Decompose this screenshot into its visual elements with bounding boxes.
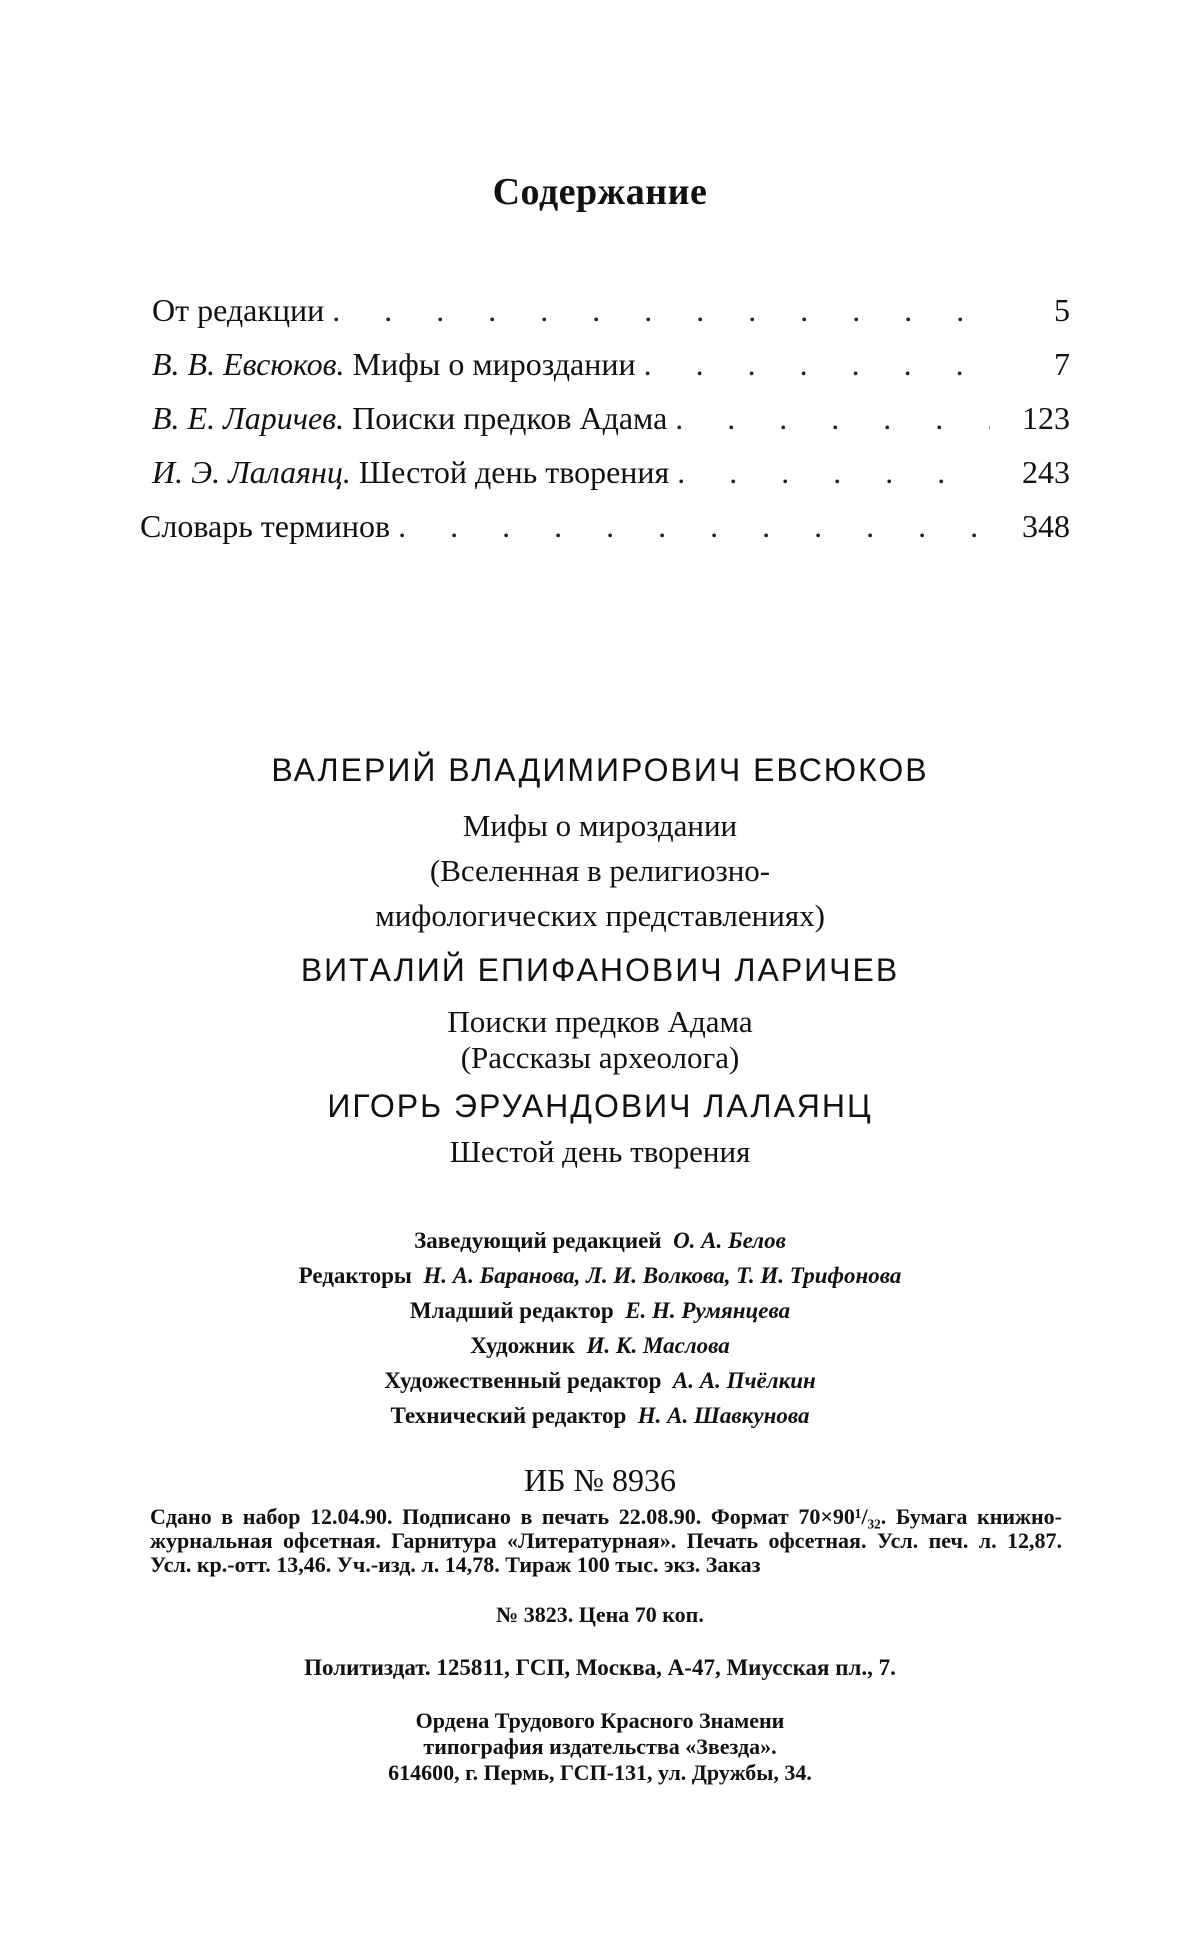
credit-names: Е. Н. Румянцева xyxy=(625,1298,791,1323)
credit-line xyxy=(0,1368,1200,1403)
toc-leader-dots xyxy=(667,400,990,437)
toc-entry-author: В. Е. Ларичев. xyxy=(152,400,345,436)
work-author: ИГОРЬ ЭРУАНДОВИЧ ЛАЛАЯНЦ xyxy=(327,1088,873,1124)
printer-info xyxy=(0,1708,1200,1786)
toc-entry-title: Шестой день творения xyxy=(358,454,670,490)
credit-role: Младший редактор xyxy=(409,1298,614,1323)
toc-leader-dots xyxy=(669,454,990,491)
credit-role: Редакторы xyxy=(298,1263,412,1288)
publisher-address: Политиздат. 125811, ГСП, Москва, А-47, Миусская пл., 7. xyxy=(304,1655,896,1680)
toc-page-number: 5 xyxy=(1054,292,1070,328)
table-of-contents xyxy=(140,292,1070,562)
toc-entry[interactable] xyxy=(152,346,1070,400)
credit-role: Художник xyxy=(470,1333,576,1358)
toc-entry[interactable] xyxy=(152,454,1070,508)
toc-entry-title: От редакции xyxy=(152,292,325,328)
editorial-credits xyxy=(0,1228,1200,1438)
printer-line: Ордена Трудового Красного Знамени xyxy=(415,1708,785,1733)
credit-names: Н. А. Баранова, Л. И. Волкова, Т. И. Трифонова xyxy=(423,1263,902,1288)
credit-line xyxy=(0,1228,1200,1263)
toc-entry-author: В. В. Евсюков. xyxy=(152,346,345,382)
toc-page-number: 348 xyxy=(1022,508,1070,544)
toc-title: Содержание xyxy=(492,171,708,213)
toc-leader-dots xyxy=(324,292,990,329)
imprint-details: Сдано в набор 12.04.90. Подписано в печать 22.08.90. Формат 70×90¹/₃₂. Бумага книжно-журнальная офсетная. Гарнитура «Литературная». Печать офсетная. Усл. печ. л. 12,87. Усл. кр.-отт. 13,46. Уч.-изд. л. 14,78. Тираж 100 тыс. экз. Заказ xyxy=(150,1504,1062,1577)
credit-names: О. А. Белов xyxy=(673,1228,786,1253)
work-author: ВАЛЕРИЙ ВЛАДИМИРОВИЧ ЕВСЮКОВ xyxy=(271,752,929,788)
credit-line xyxy=(0,1403,1200,1438)
toc-page-number: 243 xyxy=(1022,454,1070,490)
toc-leader-dots xyxy=(636,346,990,383)
credit-role: Художественный редактор xyxy=(384,1368,662,1393)
work-title-line: Шестой день творения xyxy=(449,1134,751,1169)
credit-line xyxy=(0,1263,1200,1298)
work-title-line: Мифы о мироздании xyxy=(462,808,738,843)
credit-line xyxy=(0,1333,1200,1368)
work-title-line: (Вселенная в религиозно- xyxy=(429,853,771,888)
credit-names: Н. А. Шавкунова xyxy=(637,1403,810,1428)
work-author: ВИТАЛИЙ ЕПИФАНОВИЧ ЛАРИЧЕВ xyxy=(300,952,900,988)
credit-names: А. А. Пчёлкин xyxy=(672,1368,816,1393)
work-title-line: (Рассказы археолога) xyxy=(460,1040,740,1075)
toc-entry[interactable] xyxy=(140,508,1070,562)
toc-entry[interactable] xyxy=(152,400,1070,454)
credit-line xyxy=(0,1298,1200,1333)
toc-page-number: 7 xyxy=(1054,346,1070,382)
toc-page-number: 123 xyxy=(1022,400,1070,436)
work-title-line: мифологических представлениях) xyxy=(375,898,825,933)
printer-line: типография издательства «Звезда». xyxy=(423,1734,777,1759)
toc-entry-title: Мифы о мироздании xyxy=(352,346,636,382)
toc-entry-title: Словарь терминов xyxy=(140,508,391,544)
toc-entry-title: Поиски предков Адама xyxy=(352,400,668,436)
ib-number: ИБ № 8936 xyxy=(523,1462,676,1498)
toc-entry[interactable] xyxy=(152,292,1070,346)
toc-leader-dots xyxy=(390,508,990,545)
credit-role: Технический редактор xyxy=(390,1403,627,1428)
toc-entry-author: И. Э. Лалаянц. xyxy=(152,454,351,490)
printer-line: 614600, г. Пермь, ГСП-131, ул. Дружбы, 34. xyxy=(388,1760,812,1785)
imprint-order-price: № 3823. Цена 70 коп. xyxy=(496,1602,704,1627)
work-title-line: Поиски предков Адама xyxy=(447,1004,753,1039)
credit-role: Заведующий редакцией xyxy=(414,1228,662,1253)
credit-names: И. К. Маслова xyxy=(586,1333,730,1358)
